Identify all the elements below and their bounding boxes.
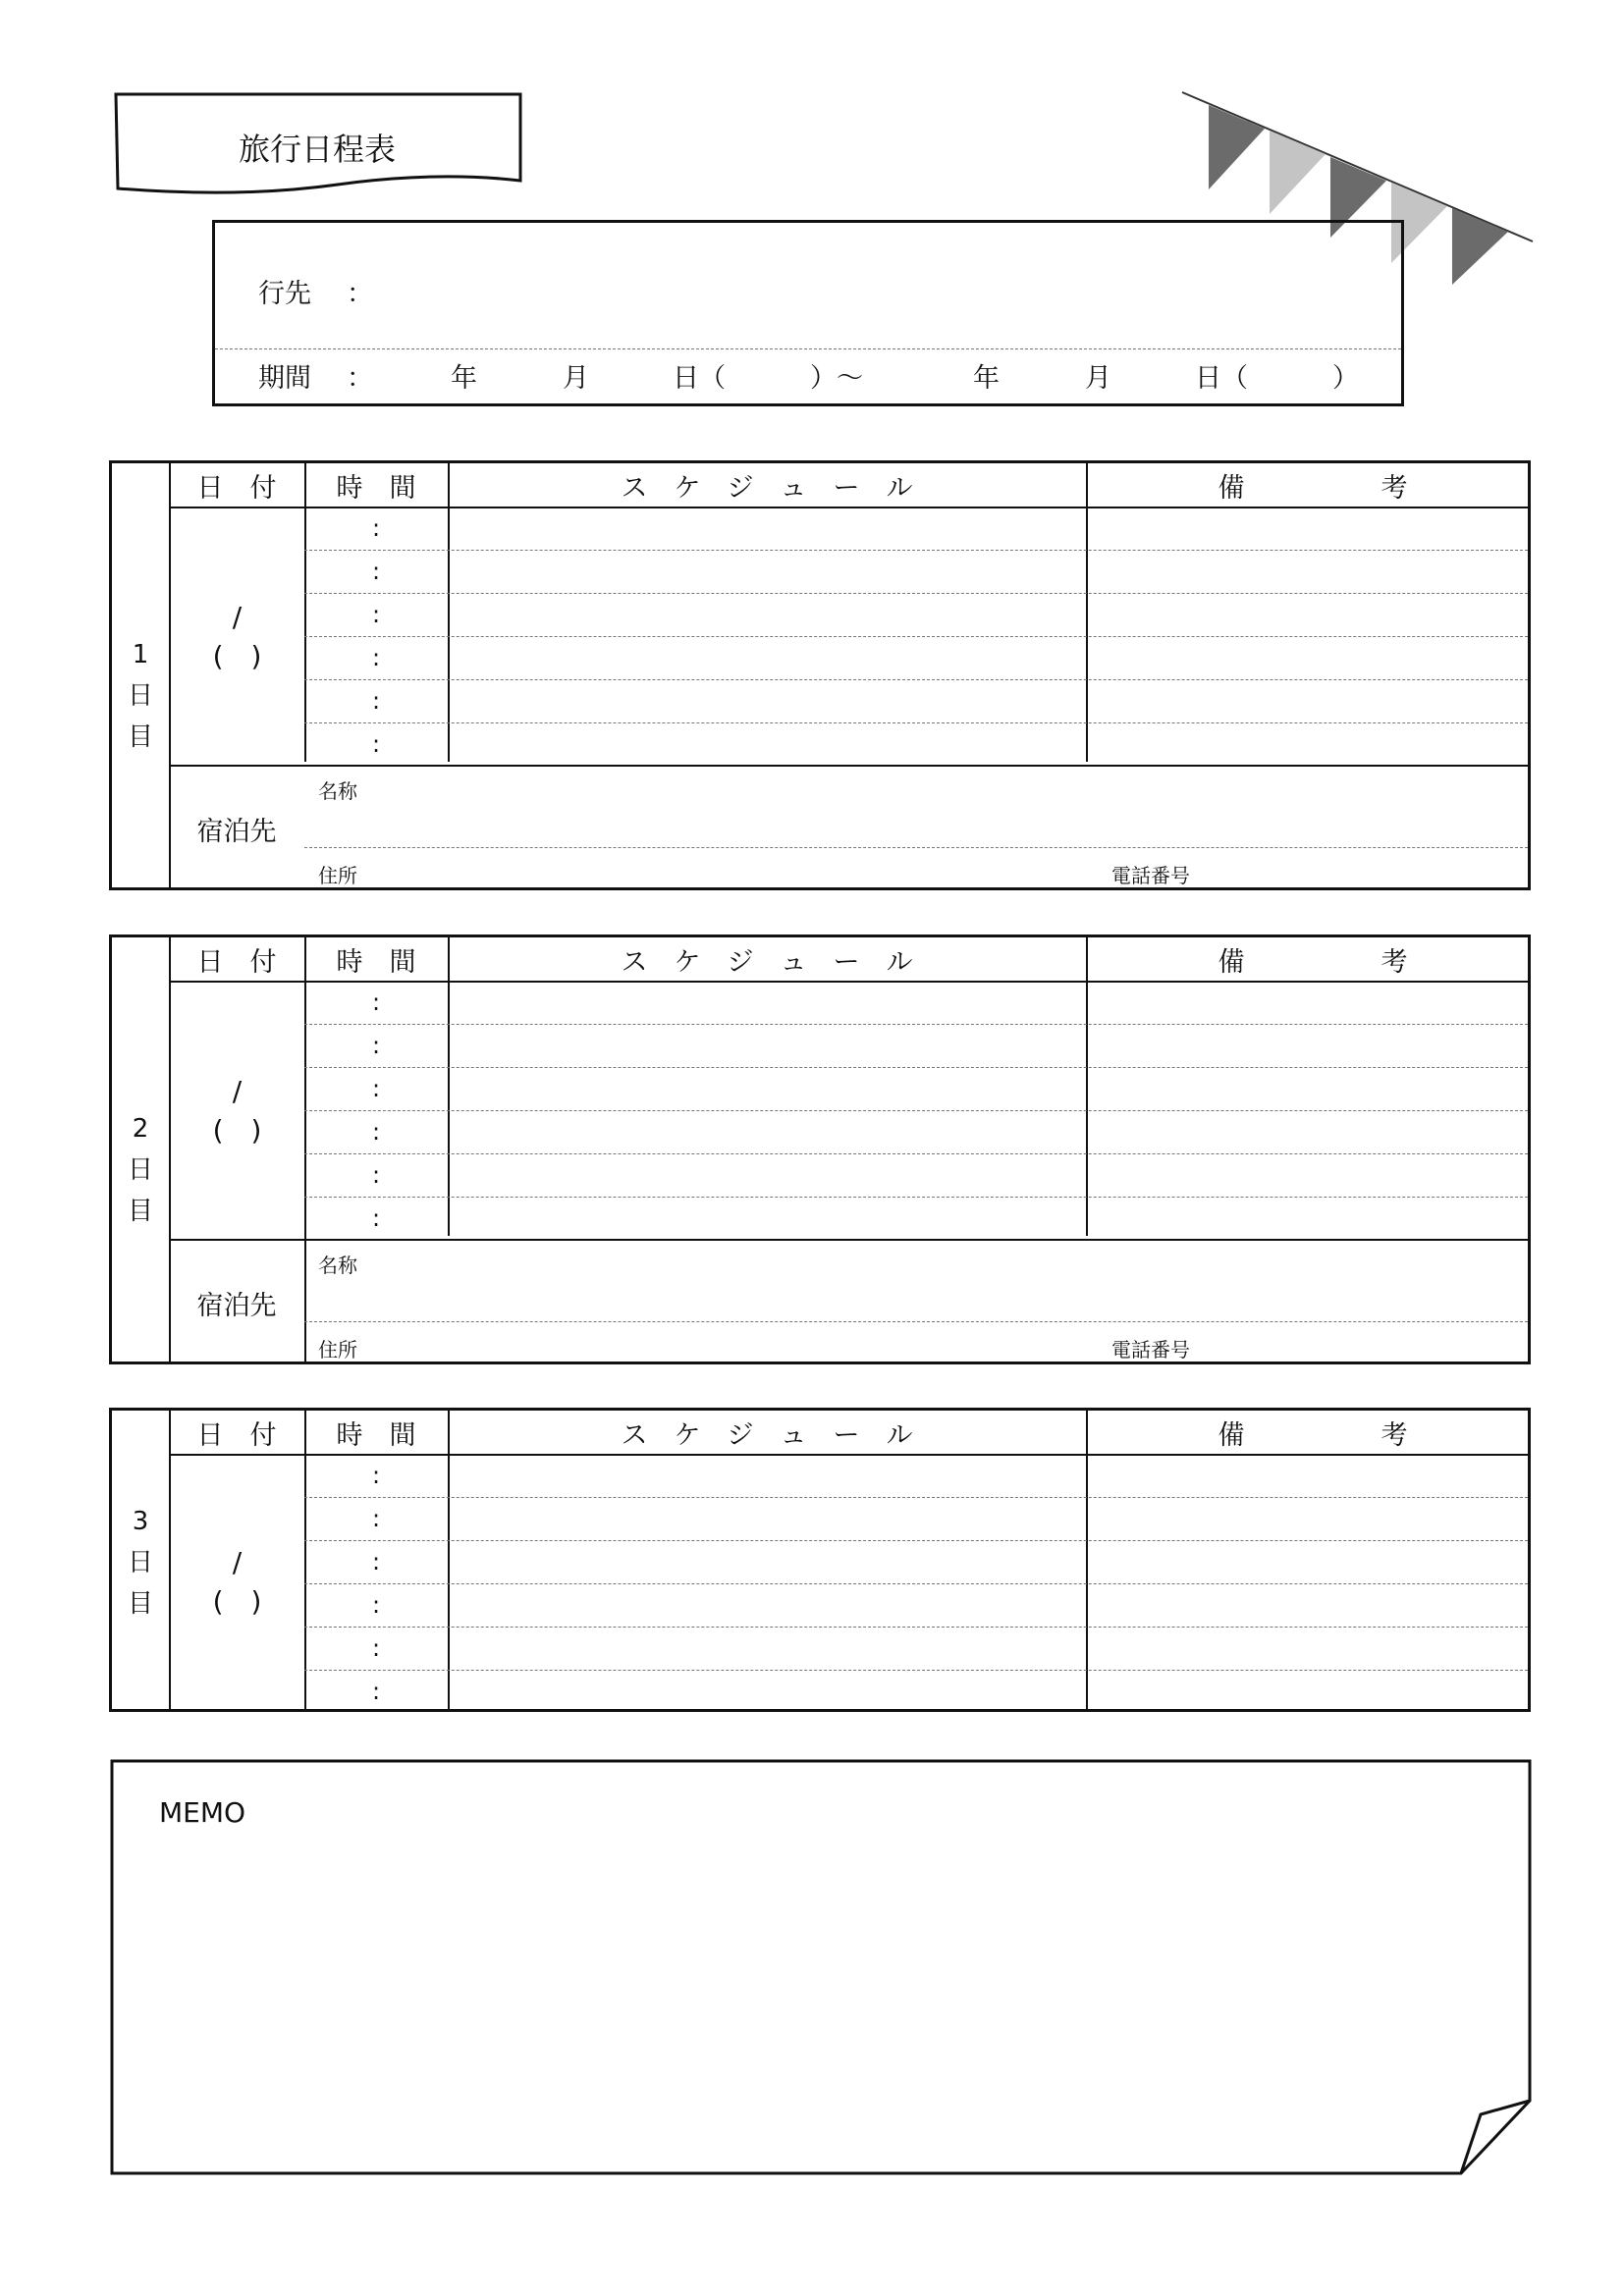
time-colon[interactable]: : xyxy=(371,988,381,1016)
date-weekday[interactable]: ( ) xyxy=(212,1585,262,1618)
time-colon[interactable]: : xyxy=(371,1505,381,1532)
header-schedule: ス ケ ジ ュ ー ル xyxy=(621,472,913,504)
flag-icon xyxy=(1209,105,1265,189)
lodging-name-label: 名称 xyxy=(318,1254,357,1277)
memo-box[interactable] xyxy=(108,1757,1542,2189)
day-number: 3 xyxy=(132,1507,149,1536)
date-slash[interactable]: / xyxy=(232,1546,243,1578)
date-slash[interactable]: / xyxy=(232,1075,243,1107)
destination-label: 行先 xyxy=(258,279,311,309)
date-weekday[interactable]: ( ) xyxy=(212,1114,262,1147)
period-colon: ： xyxy=(347,363,373,394)
time-colon[interactable]: : xyxy=(371,1634,381,1662)
trip-info-box xyxy=(212,220,1404,406)
header-notes: 考 xyxy=(1380,472,1408,504)
header-notes: 備 xyxy=(1218,946,1245,978)
header-date: 日 付 xyxy=(196,1419,277,1451)
time-colon[interactable]: : xyxy=(371,687,381,715)
time-colon[interactable]: : xyxy=(371,1204,381,1232)
lodging-phone-label: 電話番号 xyxy=(1111,1338,1190,1362)
date-slash[interactable]: / xyxy=(232,601,243,633)
header-date: 日 付 xyxy=(196,946,277,978)
time-colon[interactable]: : xyxy=(371,514,381,542)
day-char: 日 xyxy=(127,681,153,711)
time-colon[interactable]: : xyxy=(371,1032,381,1059)
lodging-address-label: 住所 xyxy=(318,1338,357,1362)
day-char: 目 xyxy=(127,1197,153,1226)
start-close-label: ）～ xyxy=(810,363,863,394)
day-number: 1 xyxy=(132,640,149,669)
time-colon[interactable]: : xyxy=(371,730,381,758)
lodging-address-label: 住所 xyxy=(318,864,357,887)
header-notes: 考 xyxy=(1380,1419,1408,1451)
lodging-name-label: 名称 xyxy=(318,779,357,803)
lodging-phone-label: 電話番号 xyxy=(1111,864,1190,887)
time-colon[interactable]: : xyxy=(371,1462,381,1489)
end-close-label: ） xyxy=(1332,363,1359,394)
period-label: 期間 xyxy=(258,363,311,394)
memo-label: MEMO xyxy=(159,1796,246,1829)
end-year-label: 年 xyxy=(973,363,1000,394)
day-number: 2 xyxy=(132,1114,149,1144)
page-title: 旅行日程表 xyxy=(238,131,396,168)
lodging-label: 宿泊先 xyxy=(196,1290,277,1321)
start-year-label: 年 xyxy=(451,363,477,394)
time-colon[interactable]: : xyxy=(371,601,381,628)
day-char: 目 xyxy=(127,722,153,752)
day-2-table xyxy=(109,934,1531,1364)
start-month-label: 月 xyxy=(563,363,589,394)
header-notes: 考 xyxy=(1380,946,1408,978)
time-colon[interactable]: : xyxy=(371,1075,381,1102)
header-notes: 備 xyxy=(1218,1419,1245,1451)
time-colon[interactable]: : xyxy=(371,1548,381,1575)
end-month-label: 月 xyxy=(1085,363,1111,394)
time-colon[interactable]: : xyxy=(371,644,381,671)
time-colon[interactable]: : xyxy=(371,1161,381,1189)
day-char: 目 xyxy=(127,1589,153,1619)
start-day-label: 日（ xyxy=(673,363,726,394)
header-time: 時 間 xyxy=(336,946,416,978)
time-colon[interactable]: : xyxy=(371,558,381,585)
divider xyxy=(215,348,1401,349)
header-date: 日 付 xyxy=(196,472,277,504)
header-time: 時 間 xyxy=(336,472,416,504)
end-day-label: 日（ xyxy=(1195,363,1248,394)
header-time: 時 間 xyxy=(336,1419,416,1451)
header-schedule: ス ケ ジ ュ ー ル xyxy=(621,1419,913,1451)
time-colon[interactable]: : xyxy=(371,1591,381,1619)
flag-icon xyxy=(1270,131,1326,214)
day-1-table xyxy=(109,460,1531,890)
header-schedule: ス ケ ジ ュ ー ル xyxy=(621,946,913,978)
day-3-table xyxy=(109,1408,1531,1712)
day-char: 日 xyxy=(127,1548,153,1577)
time-colon[interactable]: : xyxy=(371,1678,381,1705)
lodging-label: 宿泊先 xyxy=(196,816,277,847)
day-char: 日 xyxy=(127,1155,153,1185)
date-weekday[interactable]: ( ) xyxy=(212,640,262,672)
header-notes: 備 xyxy=(1218,472,1245,504)
destination-colon: ： xyxy=(347,279,373,309)
time-colon[interactable]: : xyxy=(371,1118,381,1146)
